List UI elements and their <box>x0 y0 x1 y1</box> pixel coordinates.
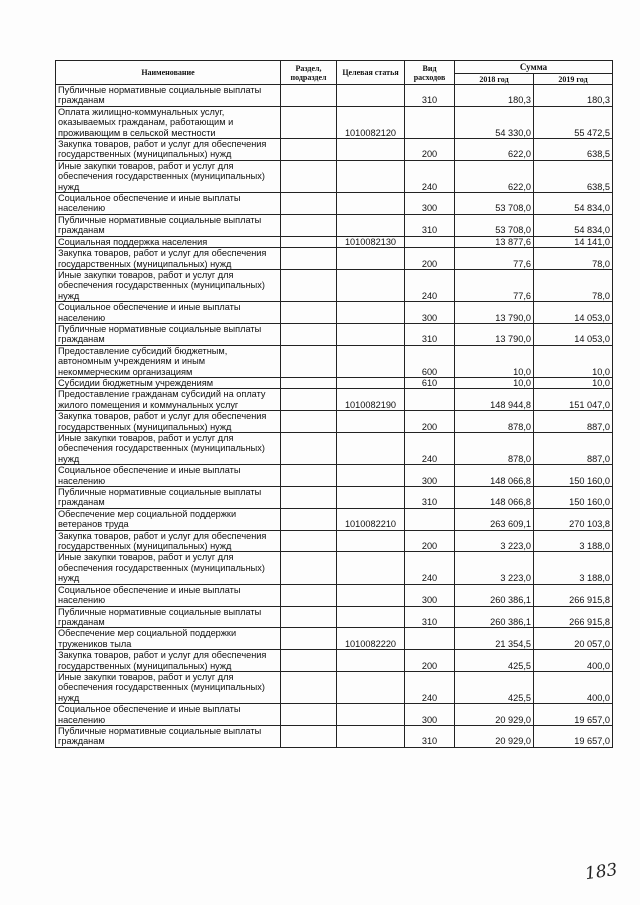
cell-v2018: 878,0 <box>455 433 534 465</box>
cell-v2018: 13 877,6 <box>455 236 534 247</box>
cell-name: Закупка товаров, работ и услуг для обеспечения государственных (муниципальных) нужд <box>56 248 281 270</box>
cell-v2019: 3 188,0 <box>534 530 613 552</box>
table-row <box>56 345 613 377</box>
cell-target <box>337 704 405 726</box>
cell-v2018: 21 354,5 <box>455 628 534 650</box>
cell-v2018: 13 790,0 <box>455 302 534 324</box>
cell-name: Публичные нормативные социальные выплаты гражданам <box>56 606 281 628</box>
cell-name: Обеспечение мер социальной поддержки ветеранов труда <box>56 508 281 530</box>
cell-target <box>337 85 405 107</box>
cell-target <box>337 433 405 465</box>
cell-target <box>337 139 405 161</box>
cell-section <box>281 377 337 388</box>
cell-type: 300 <box>405 465 455 487</box>
cell-type: 600 <box>405 345 455 377</box>
cell-v2018: 53 708,0 <box>455 214 534 236</box>
cell-target <box>337 650 405 672</box>
cell-name: Закупка товаров, работ и услуг для обеспечения государственных (муниципальных) нужд <box>56 411 281 433</box>
header-name: Наименование <box>56 61 281 85</box>
cell-section <box>281 302 337 324</box>
cell-v2019: 19 657,0 <box>534 725 613 747</box>
cell-target: 1010082120 <box>337 106 405 138</box>
cell-section <box>281 725 337 747</box>
cell-name: Предоставление гражданам субсидий на оплату жилого помещения и коммунальных услуг <box>56 389 281 411</box>
cell-v2018: 54 330,0 <box>455 106 534 138</box>
cell-name: Публичные нормативные социальные выплаты гражданам <box>56 85 281 107</box>
cell-name: Оплата жилищно-коммунальных услуг, оказываемых гражданам, работающим и проживающим в сельской местности <box>56 106 281 138</box>
cell-target <box>337 584 405 606</box>
cell-target <box>337 552 405 584</box>
cell-target <box>337 160 405 192</box>
table-row <box>56 193 613 215</box>
cell-type: 310 <box>405 487 455 509</box>
budget-table <box>55 60 613 748</box>
cell-target <box>337 377 405 388</box>
cell-section <box>281 508 337 530</box>
cell-type <box>405 508 455 530</box>
cell-v2019: 400,0 <box>534 650 613 672</box>
cell-v2019: 266 915,8 <box>534 606 613 628</box>
cell-target: 1010082220 <box>337 628 405 650</box>
cell-name: Социальная поддержка населения <box>56 236 281 247</box>
cell-type <box>405 389 455 411</box>
cell-type: 240 <box>405 552 455 584</box>
cell-v2018: 180,3 <box>455 85 534 107</box>
cell-v2018: 77,6 <box>455 269 534 301</box>
cell-section <box>281 606 337 628</box>
cell-type: 300 <box>405 584 455 606</box>
cell-section <box>281 465 337 487</box>
cell-v2019: 78,0 <box>534 269 613 301</box>
cell-v2019: 150 160,0 <box>534 487 613 509</box>
cell-v2019: 400,0 <box>534 671 613 703</box>
table-row <box>56 214 613 236</box>
cell-v2018: 20 929,0 <box>455 704 534 726</box>
cell-section <box>281 85 337 107</box>
cell-type <box>405 628 455 650</box>
cell-name: Публичные нормативные социальные выплаты гражданам <box>56 725 281 747</box>
cell-v2018: 260 386,1 <box>455 584 534 606</box>
cell-type: 300 <box>405 302 455 324</box>
cell-type: 200 <box>405 530 455 552</box>
cell-name: Иные закупки товаров, работ и услуг для обеспечения государственных (муниципальных) нужд <box>56 433 281 465</box>
cell-name: Обеспечение мер социальной поддержки тружеников тыла <box>56 628 281 650</box>
table-row <box>56 236 613 247</box>
table-row <box>56 606 613 628</box>
cell-v2018: 263 609,1 <box>455 508 534 530</box>
cell-v2019: 150 160,0 <box>534 465 613 487</box>
cell-type: 200 <box>405 139 455 161</box>
table-row <box>56 487 613 509</box>
table-row <box>56 377 613 388</box>
table-row <box>56 302 613 324</box>
cell-target: 1010082130 <box>337 236 405 247</box>
table-row <box>56 269 613 301</box>
cell-type: 200 <box>405 411 455 433</box>
page-number: 183 <box>583 859 619 885</box>
cell-type <box>405 106 455 138</box>
header-2019: 2019 год <box>534 74 613 85</box>
cell-v2018: 20 929,0 <box>455 725 534 747</box>
cell-v2019: 20 057,0 <box>534 628 613 650</box>
cell-v2018: 425,5 <box>455 671 534 703</box>
table-row <box>56 411 613 433</box>
cell-v2018: 148 944,8 <box>455 389 534 411</box>
table-row <box>56 139 613 161</box>
cell-v2018: 10,0 <box>455 345 534 377</box>
cell-name: Иные закупки товаров, работ и услуг для обеспечения государственных (муниципальных) нужд <box>56 671 281 703</box>
cell-v2019: 270 103,8 <box>534 508 613 530</box>
cell-type: 200 <box>405 650 455 672</box>
cell-type: 240 <box>405 671 455 703</box>
cell-section <box>281 552 337 584</box>
cell-type: 200 <box>405 248 455 270</box>
table-row <box>56 584 613 606</box>
cell-target <box>337 345 405 377</box>
table-row <box>56 704 613 726</box>
cell-target <box>337 606 405 628</box>
cell-section <box>281 236 337 247</box>
cell-section <box>281 248 337 270</box>
header-sum: Сумма <box>455 61 613 74</box>
header-2018: 2018 год <box>455 74 534 85</box>
cell-name: Иные закупки товаров, работ и услуг для обеспечения государственных (муниципальных) нужд <box>56 269 281 301</box>
cell-v2019: 19 657,0 <box>534 704 613 726</box>
cell-type: 240 <box>405 269 455 301</box>
table-row <box>56 725 613 747</box>
cell-v2018: 3 223,0 <box>455 552 534 584</box>
table-row <box>56 552 613 584</box>
cell-v2019: 3 188,0 <box>534 552 613 584</box>
cell-name: Субсидии бюджетным учреждениям <box>56 377 281 388</box>
cell-v2018: 10,0 <box>455 377 534 388</box>
header-target: Целевая статья <box>337 61 405 85</box>
table-row <box>56 671 613 703</box>
cell-v2018: 13 790,0 <box>455 323 534 345</box>
cell-v2019: 14 053,0 <box>534 323 613 345</box>
cell-v2019: 266 915,8 <box>534 584 613 606</box>
cell-target <box>337 671 405 703</box>
cell-v2019: 14 141,0 <box>534 236 613 247</box>
cell-v2019: 78,0 <box>534 248 613 270</box>
cell-target: 1010082210 <box>337 508 405 530</box>
cell-name: Публичные нормативные социальные выплаты гражданам <box>56 323 281 345</box>
cell-v2018: 260 386,1 <box>455 606 534 628</box>
table-row <box>56 323 613 345</box>
cell-v2018: 622,0 <box>455 139 534 161</box>
cell-section <box>281 704 337 726</box>
cell-v2018: 878,0 <box>455 411 534 433</box>
cell-type: 240 <box>405 160 455 192</box>
cell-v2019: 638,5 <box>534 139 613 161</box>
cell-section <box>281 433 337 465</box>
cell-v2019: 887,0 <box>534 411 613 433</box>
cell-v2018: 77,6 <box>455 248 534 270</box>
header-section: Раздел, подраздел <box>281 61 337 85</box>
cell-type: 310 <box>405 214 455 236</box>
cell-v2018: 53 708,0 <box>455 193 534 215</box>
cell-type: 300 <box>405 193 455 215</box>
cell-target <box>337 323 405 345</box>
table-body <box>56 85 613 748</box>
cell-section <box>281 487 337 509</box>
cell-target <box>337 193 405 215</box>
cell-type: 310 <box>405 85 455 107</box>
cell-target <box>337 465 405 487</box>
cell-target <box>337 214 405 236</box>
cell-section <box>281 411 337 433</box>
cell-target: 1010082190 <box>337 389 405 411</box>
cell-v2018: 622,0 <box>455 160 534 192</box>
cell-target <box>337 411 405 433</box>
cell-v2018: 3 223,0 <box>455 530 534 552</box>
cell-v2019: 887,0 <box>534 433 613 465</box>
cell-type: 310 <box>405 725 455 747</box>
cell-v2019: 10,0 <box>534 377 613 388</box>
cell-v2019: 638,5 <box>534 160 613 192</box>
cell-name: Закупка товаров, работ и услуг для обеспечения государственных (муниципальных) нужд <box>56 650 281 672</box>
table-row <box>56 433 613 465</box>
cell-section <box>281 671 337 703</box>
cell-name: Социальное обеспечение и иные выплаты населению <box>56 193 281 215</box>
cell-name: Иные закупки товаров, работ и услуг для обеспечения государственных (муниципальных) нужд <box>56 160 281 192</box>
table-row <box>56 248 613 270</box>
table-row <box>56 508 613 530</box>
cell-name: Закупка товаров, работ и услуг для обеспечения государственных (муниципальных) нужд <box>56 139 281 161</box>
cell-target <box>337 248 405 270</box>
cell-section <box>281 214 337 236</box>
header-type: Вид расходов <box>405 61 455 85</box>
cell-section <box>281 530 337 552</box>
cell-section <box>281 389 337 411</box>
cell-v2018: 148 066,8 <box>455 487 534 509</box>
cell-target <box>337 269 405 301</box>
cell-section <box>281 139 337 161</box>
cell-name: Предоставление субсидий бюджетным, автономным учреждениям и иным некоммерческим организациям <box>56 345 281 377</box>
cell-v2019: 54 834,0 <box>534 214 613 236</box>
cell-v2019: 14 053,0 <box>534 302 613 324</box>
table-row <box>56 628 613 650</box>
cell-name: Социальное обеспечение и иные выплаты населению <box>56 465 281 487</box>
cell-section <box>281 269 337 301</box>
table-row <box>56 85 613 107</box>
table-header <box>56 61 613 85</box>
cell-section <box>281 323 337 345</box>
cell-target <box>337 530 405 552</box>
cell-section <box>281 106 337 138</box>
cell-name: Публичные нормативные социальные выплаты гражданам <box>56 487 281 509</box>
table-row <box>56 530 613 552</box>
table-row <box>56 465 613 487</box>
cell-section <box>281 160 337 192</box>
cell-v2018: 148 066,8 <box>455 465 534 487</box>
cell-v2019: 151 047,0 <box>534 389 613 411</box>
cell-section <box>281 345 337 377</box>
cell-name: Закупка товаров, работ и услуг для обеспечения государственных (муниципальных) нужд <box>56 530 281 552</box>
cell-v2019: 55 472,5 <box>534 106 613 138</box>
cell-section <box>281 584 337 606</box>
cell-name: Социальное обеспечение и иные выплаты населению <box>56 302 281 324</box>
cell-name: Социальное обеспечение и иные выплаты населению <box>56 704 281 726</box>
cell-name: Социальное обеспечение и иные выплаты населению <box>56 584 281 606</box>
cell-type: 300 <box>405 704 455 726</box>
cell-name: Публичные нормативные социальные выплаты гражданам <box>56 214 281 236</box>
table-row <box>56 106 613 138</box>
cell-section <box>281 650 337 672</box>
cell-target <box>337 302 405 324</box>
cell-section <box>281 193 337 215</box>
table-row <box>56 389 613 411</box>
cell-type: 610 <box>405 377 455 388</box>
cell-type <box>405 236 455 247</box>
cell-type: 310 <box>405 323 455 345</box>
cell-target <box>337 487 405 509</box>
table-row <box>56 160 613 192</box>
cell-section <box>281 628 337 650</box>
cell-v2019: 54 834,0 <box>534 193 613 215</box>
cell-type: 240 <box>405 433 455 465</box>
cell-v2019: 180,3 <box>534 85 613 107</box>
cell-target <box>337 725 405 747</box>
cell-v2019: 10,0 <box>534 345 613 377</box>
cell-v2018: 425,5 <box>455 650 534 672</box>
cell-type: 310 <box>405 606 455 628</box>
cell-name: Иные закупки товаров, работ и услуг для обеспечения государственных (муниципальных) нужд <box>56 552 281 584</box>
table-row <box>56 650 613 672</box>
